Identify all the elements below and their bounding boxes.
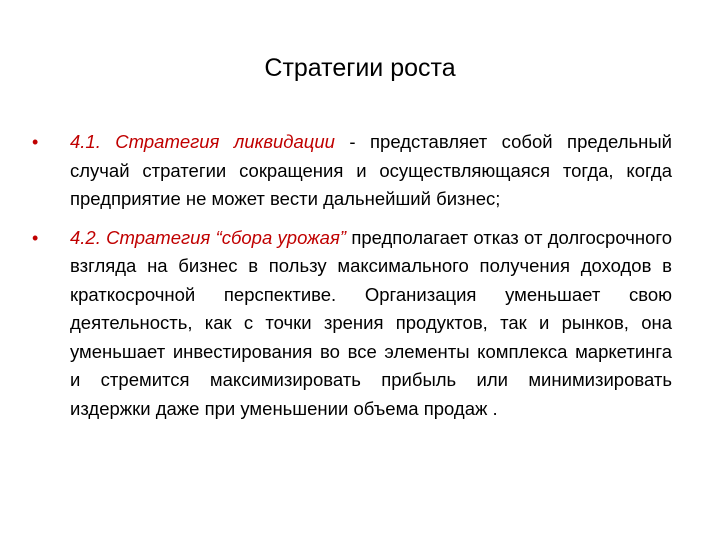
bullet-icon: • [32, 132, 39, 152]
strategy-liquidation-heading: 4.1. Стратегия ликвидации [70, 131, 335, 152]
bullet-icon: • [32, 227, 39, 248]
bullet-item-harvest [32, 224, 672, 424]
strategy-liquidation-text: - представляет собой предельный случай стратегии сокращения и осуществляющаяся тогда, когда предприятие не может вести дальнейший бизнес; [70, 131, 672, 209]
bullet-item-liquidation [32, 128, 672, 214]
strategy-harvest-heading: 4.2. Стратегия “сбора урожая” [70, 226, 347, 248]
slide-title: Стратегии роста [264, 54, 456, 82]
strategy-harvest-text: предполагает отказ от долгосрочного взгляда на бизнес в пользу максимального получения доходов в краткосрочной перспективе. Организация уменьшает свою деятельность, как с точки зрения продуктов, так и рынков, она уменьшает инвестирования во все элементы комплекса маркетинга и стремится максимизировать прибыль или минимизировать издержки даже при уменьшении объема продаж . [70, 226, 672, 419]
bullet-list [32, 128, 672, 433]
